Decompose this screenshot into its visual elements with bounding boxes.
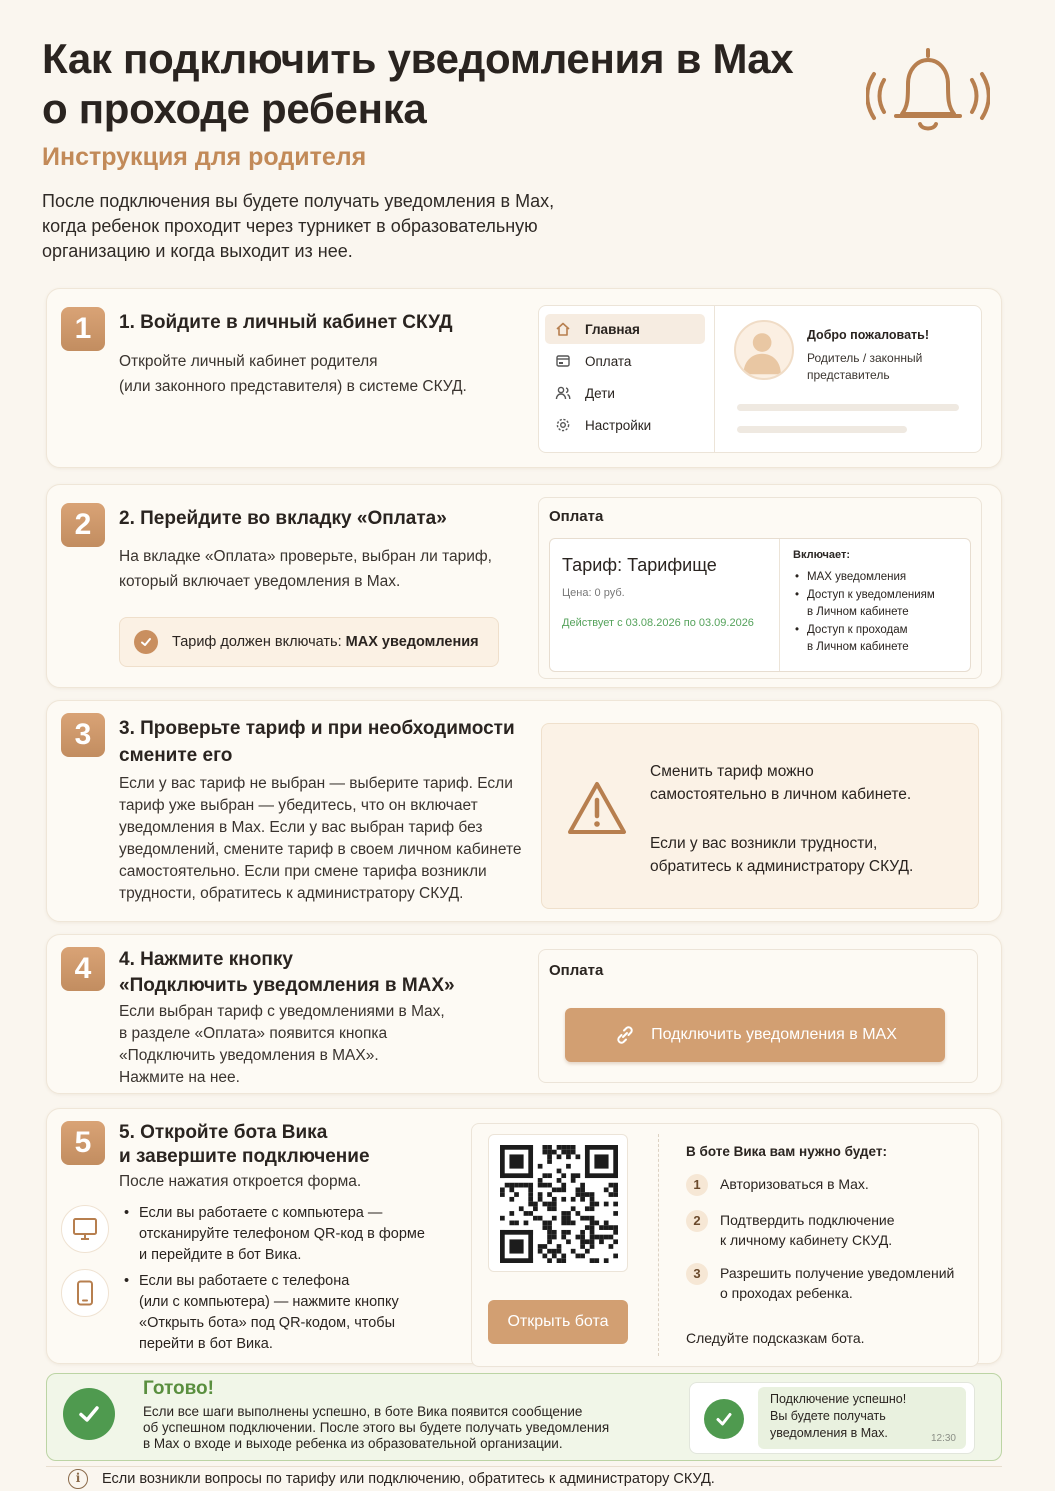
step-title: 1. Войдите в личный кабинет СКУД (119, 312, 453, 333)
tariff-includes: Включает: • MAX уведомления • Доступ к уведомлениям в Личном кабинете • Доступ к проходам в Личном кабинете (793, 549, 969, 657)
warning-box (541, 723, 979, 909)
payment-mockup (538, 949, 978, 1083)
check-icon (134, 630, 158, 654)
bot-step: 2 Подтвердить подключение к личному кабинету СКУД. (686, 1210, 976, 1250)
home-icon (555, 321, 571, 337)
divider (779, 539, 780, 671)
avatar (734, 320, 794, 380)
step-text: Если выбран тариф с уведомлениями в Max, в разделе «Оплата» появится кнопка «Подключить уведомления в MAX». Нажмите на нее. (119, 1003, 445, 1086)
bot-step: 3 Разрешить получение уведомлений о проходах ребенка. (686, 1263, 976, 1303)
step-number: 4 (61, 947, 105, 991)
computer-instruction: • Если вы работаете с компьютера — отсканируйте телефоном QR-код в форме и перейдите в бот Вика. (139, 1203, 449, 1266)
bot-step: 1 Авторизоваться в Max. (686, 1174, 976, 1196)
step-title: 4. Нажмите кнопку «Подключить уведомления в MAX» (119, 949, 455, 996)
mock-label: Оплата (549, 508, 604, 525)
phone-icon (61, 1269, 109, 1317)
menu-item-home[interactable]: Главная (545, 314, 705, 344)
step-text: На вкладке «Оплата» проверьте, выбран ли тариф, который включает уведомления в Max. (119, 548, 492, 590)
menu-item-settings[interactable]: Настройки (545, 410, 705, 440)
gear-icon (555, 417, 571, 433)
message-bubble: Подключение успешно! Вы будете получать уведомления в Max. 12:30 (758, 1387, 966, 1449)
phone-instruction: • Если вы работаете с телефона (или с компьютера) — нажмите кнопку «Открыть бота» под QR-кодом, чтобы перейти в бот Вика. (139, 1271, 449, 1355)
step-5-card (46, 1108, 1002, 1364)
role-text: Родитель / законный представитель (807, 351, 923, 382)
step-number: 1 (61, 307, 105, 351)
bell-icon (866, 42, 990, 142)
done-title: Готово! (143, 1378, 214, 1399)
placeholder-bar (737, 404, 959, 411)
tariff-card[interactable] (549, 538, 971, 672)
wallet-icon (555, 353, 571, 369)
step-text: После нажатия откроется форма. (119, 1173, 362, 1190)
warning-icon (566, 780, 628, 836)
divider (658, 1134, 659, 1356)
includes-item: • MAX уведомления (793, 569, 969, 586)
users-icon (555, 385, 571, 401)
step-4-card (46, 934, 1002, 1094)
includes-item: • Доступ к проходам в Личном кабинете (793, 622, 969, 656)
cabinet-menu (545, 314, 705, 442)
intro-text: После подключения вы будете получать уведомления в Max, когда ребенок проходит через турникет в образовательную организацию и когда выходит из нее. (42, 191, 555, 261)
success-check-icon (63, 1388, 115, 1440)
mock-label: Оплата (549, 962, 604, 979)
cabinet-mockup (538, 305, 982, 453)
page-subtitle: Инструкция для родителя (42, 143, 367, 171)
qr-code-image (500, 1145, 618, 1263)
step-number: 5 (61, 1121, 105, 1165)
step-title: 5. Откройте бота Вика и завершите подключение (119, 1122, 370, 1167)
tariff-price: Цена: 0 руб. (562, 587, 625, 599)
connect-max-button[interactable]: Подключить уведомления в MAX (565, 1008, 945, 1062)
link-icon (613, 1023, 637, 1047)
success-message-preview (689, 1382, 975, 1454)
menu-item-children[interactable]: Дети (545, 378, 705, 408)
step-text: Откройте личный кабинет родителя (или законного представителя) в системе СКУД. (119, 353, 467, 395)
step-title: 3. Проверьте тариф и при необходимости смените его (119, 718, 515, 766)
tariff-hint: Тариф должен включать: MAX уведомления (119, 617, 499, 667)
info-icon: i (68, 1469, 88, 1489)
qr-code[interactable] (488, 1134, 628, 1272)
page-title: Как подключить уведомления в Max о проходе ребенка (42, 35, 794, 132)
open-bot-button[interactable]: Открыть бота (488, 1300, 628, 1344)
step-1-card (46, 288, 1002, 468)
done-banner (46, 1373, 1002, 1461)
menu-item-payment[interactable]: Оплата (545, 346, 705, 376)
success-check-icon (704, 1399, 744, 1439)
step-title: 2. Перейдите во вкладку «Оплата» (119, 508, 447, 529)
user-avatar-icon (736, 322, 792, 378)
footer-note: i Если возникли вопросы по тарифу или подключению, обратитесь к администратору СКУД. (46, 1466, 1002, 1491)
bot-panel (471, 1123, 979, 1367)
step-number: 2 (61, 503, 105, 547)
placeholder-bar (737, 426, 907, 433)
message-time: 12:30 (930, 1433, 956, 1444)
bot-title: В боте Вика вам нужно будет: (686, 1144, 887, 1159)
welcome-text: Добро пожаловать! (807, 328, 929, 342)
done-text: Если все шаги выполнены успешно, в боте Вика появится сообщение об успешном подключении. После этого вы будете получать уведомления в Max о входе и выходе ребенка из образовательной организации. (143, 1404, 610, 1451)
includes-item: • Доступ к уведомлениям в Личном кабинете (793, 587, 969, 621)
tariff-name: Тариф: Тарифище (562, 555, 717, 575)
computer-icon (61, 1205, 109, 1253)
warning-text: Сменить тариф можно самостоятельно в личном кабинете. (650, 763, 912, 803)
warning-text: Если у вас возникли трудности, обратитесь к администратору СКУД. (650, 835, 914, 875)
step-2-card (46, 484, 1002, 688)
divider (714, 306, 715, 452)
payment-mockup (538, 497, 982, 679)
step-3-card (46, 700, 1002, 922)
bot-follow-text: Следуйте подсказкам бота. (686, 1330, 865, 1346)
step-text: Если у вас тариф не выбран — выберите тариф. Если тариф уже выбран — убедитесь, что он включает уведомления в Max. Если у вас выбран тариф без уведомлений, смените тариф в своем личном кабинете самостоятельно. Если при смене тарифа возникли трудности, обратитесь к администратору СКУД. (119, 775, 522, 902)
step-number: 3 (61, 713, 105, 757)
tariff-dates: Действует с 03.08.2026 по 03.09.2026 (562, 617, 754, 629)
